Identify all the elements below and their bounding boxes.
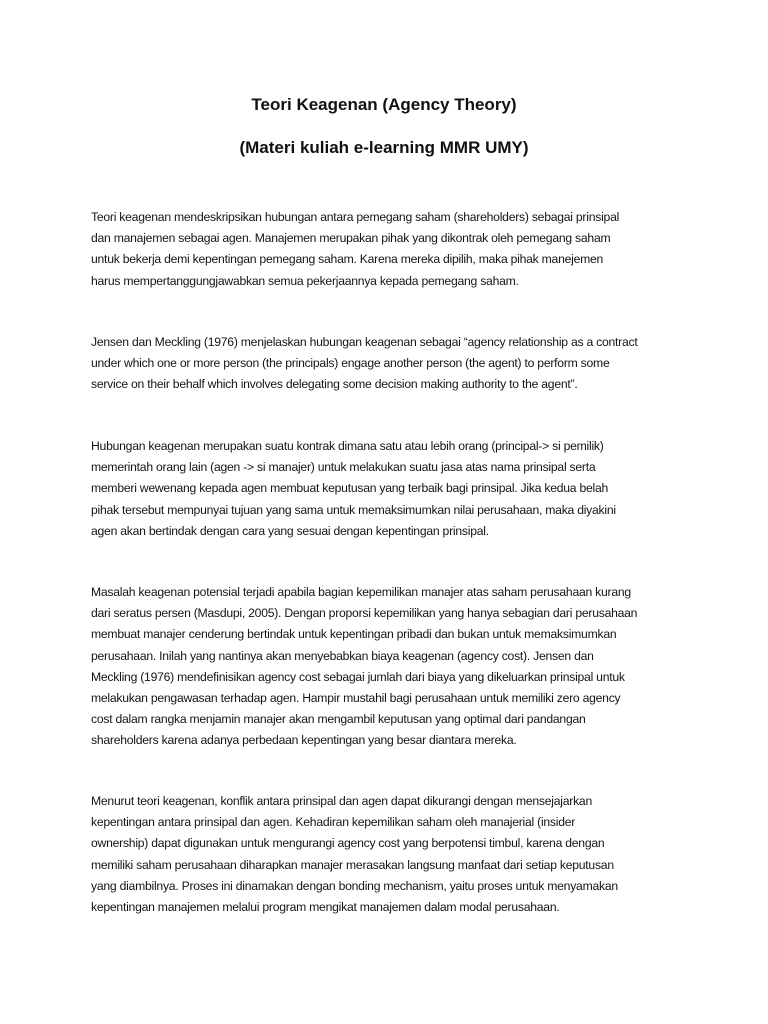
paragraph-jensen-meckling-quote [91,332,691,396]
document-title: Teori Keagenan (Agency Theory) [251,95,517,114]
text-line: memiliki saham perusahaan diharapkan manajer merasakan langsung manfaat dari setiap keputusan [91,857,614,872]
text-line: Hubungan keagenan merupakan suatu kontrak dimana satu atau lebih orang (principal-> si pemilik) [91,439,604,453]
text-line: under which one or more person (the principals) engage another person (the agent) to perform some [91,356,610,371]
text-line: kepentingan manajemen melalui program mengikat manajemen dalam modal perusahaan. [91,899,560,914]
document-subtitle: (Materi kuliah e-learning MMR UMY) [239,138,529,157]
paragraph-bonding-mechanism [91,791,691,918]
text-line: cost dalam rangka menjamin manajer akan mengambil keputusan yang optimal dari pandangan [91,712,586,727]
text-line: memerintah orang lain (agen -> si manajer) untuk melakukan suatu jasa atas nama prinsipal serta [91,460,596,475]
text-line: dari seratus persen (Masdupi, 2005). Dengan proporsi kepemilikan yang hanya sebagian dari perusahaan [91,606,638,621]
text-line: shareholders karena adanya perbedaan kepentingan yang besar diantara mereka. [91,733,517,748]
text-line: yang diambilnya. Proses ini dinamakan dengan bonding mechanism, yaitu proses untuk menyamakan [91,878,618,893]
text-line: service on their behalf which involves delegating some decision making authority to the agent”. [91,377,578,392]
paragraph-agency-contract [91,436,691,542]
text-line: perusahaan. Inilah yang nantinya akan menyebabkan biaya keagenan (agency cost). Jensen dan [91,648,594,663]
text-line: melakukan pengawasan terhadap agen. Hampir mustahil bagi perusahaan untuk memiliki zero agency [91,690,621,705]
text-line: membuat manajer cenderung bertindak untuk kepentingan pribadi dan bukan untuk memaksimumkan [91,627,617,642]
paragraph-agency-cost [91,582,691,752]
text-line: agen akan bertindak dengan cara yang sesuai dengan kepentingan prinsipal. [91,523,489,538]
text-line: kepentingan antara prinsipal dan agen. Kehadiran kepemilikan saham oleh manajerial (insider [91,815,576,830]
text-line: dan manajemen sebagai agen. Manajemen merupakan pihak yang dikontrak oleh pemegang saham [91,231,611,246]
text-line: Jensen dan Meckling (1976) menjelaskan hubungan keagenan sebagai “agency relationship as a contract [91,335,638,349]
text-line: Teori keagenan mendeskripsikan hubungan antara pemegang saham (shareholders) sebagai prinsipal [91,210,620,224]
text-line: pihak tersebut mempunyai tujuan yang sama untuk memaksimumkan nilai perusahaan, maka diyakini [91,502,616,517]
text-line: Masalah keagenan potensial terjadi apabila bagian kepemilikan manajer atas saham perusahaan kurang [91,585,631,599]
text-line: memberi wewenang kepada agen membuat keputusan yang terbaik bagi prinsipal. Jika kedua belah [91,481,609,496]
paragraph-agency-definition [91,207,691,292]
text-line: ownership) dapat digunakan untuk mengurangi agency cost yang berpotensi timbul, karena dengan [91,836,605,851]
text-line: harus mempertanggungjawabkan semua pekerjaannya kepada pemegang saham. [91,273,519,288]
text-line: untuk bekerja demi kepentingan pemegang saham. Karena mereka dipilih, maka pihak manejemen [91,252,604,267]
text-line: Menurut teori keagenan, konflik antara prinsipal dan agen dapat dikurangi dengan mensejajarkan [91,794,592,808]
text-line: Meckling (1976) mendefinisikan agency cost sebagai jumlah dari biaya yang dikeluarkan prinsipal untuk [91,669,625,684]
